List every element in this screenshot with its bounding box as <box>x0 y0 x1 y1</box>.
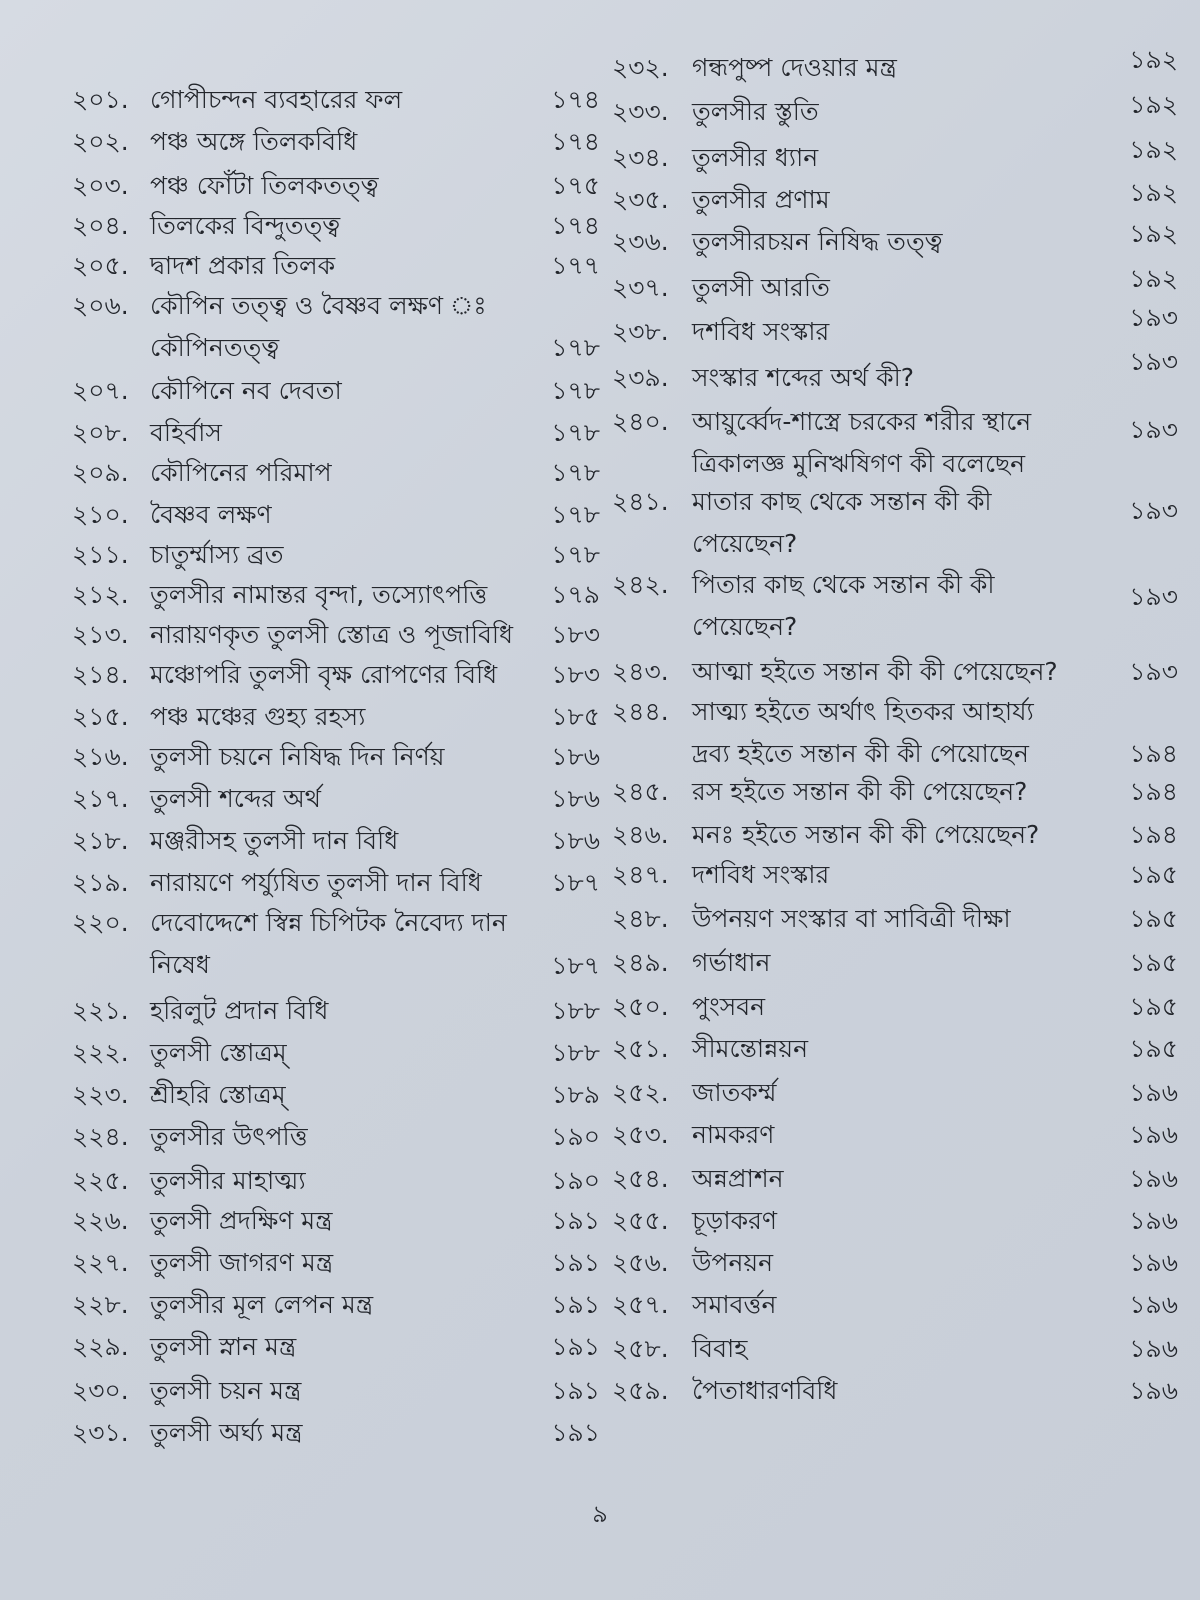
entry-title: সাত্ম্য হইতে অর্থাৎ হিতকর আহার্য্য <box>692 697 1034 726</box>
entry-number: ২৫৪. <box>612 1164 669 1193</box>
entry-title: গর্ভাধান <box>692 948 771 977</box>
entry-number: ২২৩. <box>72 1080 129 1109</box>
toc-entry <box>0 575 610 615</box>
entry-title: দশবিধ সংস্কার <box>692 860 830 889</box>
entry-number: ২৫৯. <box>612 1376 669 1405</box>
toc-entry <box>600 652 1200 692</box>
entry-page-number: ১৮৩ <box>551 660 600 689</box>
entry-number: ২৩৩. <box>612 97 669 126</box>
entry-page-number: ১৯৬ <box>1129 1376 1178 1405</box>
entry-page-number: ১৯৫ <box>1129 904 1178 933</box>
entry-title: বহির্বাস <box>150 418 222 447</box>
entry-title: তুলসী জাগরণ মন্ত্র <box>150 1248 334 1277</box>
entry-title: চূড়াকরণ <box>692 1206 777 1235</box>
toc-entry <box>0 615 610 655</box>
toc-entry <box>600 565 1200 649</box>
entry-title: তুলসী আরতি <box>692 273 830 302</box>
entry-page-number: ১৯২ <box>1129 178 1178 207</box>
entry-title: শ্রীহরি স্তোত্রম্ <box>150 1080 286 1109</box>
entry-page-number: ১৯৩ <box>1129 303 1178 332</box>
entry-number: ২৩৯. <box>612 363 669 392</box>
toc-entry <box>0 1285 610 1325</box>
entry-number: ২৪৩. <box>612 657 669 686</box>
entry-page-number: ১৯২ <box>1129 264 1178 293</box>
entry-number: ২২৯. <box>72 1332 129 1361</box>
toc-entry <box>600 180 1200 220</box>
entry-page-number: ১৯৬ <box>1129 1120 1178 1149</box>
entry-number: ২৪০. <box>612 407 669 436</box>
entry-title: হরিলুট প্রদান বিধি <box>150 996 329 1025</box>
entry-number: ২৩৮. <box>612 317 669 346</box>
toc-entry <box>0 863 610 903</box>
entry-page-number: ১৭৪ <box>551 211 600 240</box>
toc-entry <box>0 535 610 575</box>
entry-number: ২৪৯. <box>612 948 669 977</box>
toc-entry <box>0 413 610 453</box>
toc-entry <box>600 1285 1200 1325</box>
toc-entry <box>600 1243 1200 1283</box>
entry-number: ২০২. <box>72 127 129 156</box>
entry-number: ২১৬. <box>72 742 129 771</box>
entry-page-number: ১৯৩ <box>1129 496 1178 525</box>
toc-entry <box>600 45 1200 88</box>
entry-title: তুলসীরচয়ন নিষিদ্ধ তত্ত্ব <box>692 227 943 256</box>
toc-entry <box>0 80 610 120</box>
entry-page-number: ১৭৯ <box>551 580 600 609</box>
entry-number: ২৩২. <box>612 53 669 82</box>
entry-title-continued: ত্রিকালজ্ঞ মুনিঋষিগণ কী বলেছেন <box>692 449 1026 478</box>
entry-page-number: ১৯৩ <box>1129 415 1178 444</box>
entry-page-number: ১৭৮ <box>551 333 600 362</box>
entry-number: ২৪১. <box>612 487 669 516</box>
toc-entry <box>600 1371 1200 1411</box>
toc-entry <box>0 1327 610 1367</box>
toc-entry <box>600 264 1200 308</box>
toc-entry <box>0 495 610 535</box>
entry-title: তুলসী স্তোত্রম্ <box>150 1038 287 1067</box>
entry-page-number: ১৯৬ <box>1129 1334 1178 1363</box>
entry-number: ২২৬. <box>72 1206 129 1235</box>
entry-page-number: ১৮৮ <box>551 996 600 1025</box>
entry-title-continued: পেয়েছেন? <box>692 612 798 641</box>
entry-number: ২৪৭. <box>612 860 669 889</box>
entry-title: মাতার কাছ থেকে সন্তান কী কী <box>692 487 992 516</box>
entry-title-continued: দ্রব্য হইতে সন্তান কী কী পেয়োছেন <box>692 739 1029 768</box>
entry-number: ২০৯. <box>72 458 129 487</box>
entry-number: ২২৮. <box>72 1290 129 1319</box>
toc-entry <box>600 402 1200 486</box>
entry-number: ২৩৬. <box>612 227 669 256</box>
entry-title: নারায়ণে পর্য্যুষিত তুলসী দান বিধি <box>150 868 482 897</box>
entry-page-number: ১৯৪ <box>1129 777 1178 806</box>
entry-page-number: ১৭৪ <box>551 85 600 114</box>
entry-title: তুলসীর উৎপত্তি <box>150 1122 308 1151</box>
entry-title: অন্নপ্রাশন <box>692 1164 784 1193</box>
entry-page-number: ১৯১ <box>551 1418 600 1447</box>
entry-page-number: ১৯২ <box>1129 135 1178 164</box>
entry-page-number: ১৮৮ <box>551 1038 600 1067</box>
entry-number: ২৪৬. <box>612 820 669 849</box>
entry-number: ২০৮. <box>72 418 129 447</box>
entry-number: ২৫৭. <box>612 1290 669 1319</box>
entry-title: তুলসীর ধ্যান <box>692 143 819 172</box>
entry-title: পঞ্চ মঞ্চের গুহ্য রহস্য <box>150 702 366 731</box>
entry-title: পুংসবন <box>692 992 766 1021</box>
entry-page-number: ১৮৫ <box>551 702 600 731</box>
entry-title: পঞ্চ অঙ্গে তিলকবিধি <box>150 127 358 156</box>
entry-title: দ্বাদশ প্রকার তিলক <box>150 251 336 280</box>
entry-page-number: ১৭৮ <box>551 418 600 447</box>
entry-page-number: ১৯৫ <box>1129 992 1178 1021</box>
entry-title: উপনয়ন <box>692 1248 774 1277</box>
entry-title-continued: নিষেধ <box>150 950 210 979</box>
entry-title: তিলকের বিন্দুতত্ত্ব <box>150 211 341 240</box>
entry-page-number: ১৯৩ <box>1129 347 1178 376</box>
toc-entry <box>0 122 610 162</box>
toc-entry <box>600 692 1200 776</box>
toc-entry <box>0 1201 610 1241</box>
entry-number: ২০৩. <box>72 171 129 200</box>
toc-entry <box>0 453 610 493</box>
entry-page-number: ১৯৫ <box>1129 948 1178 977</box>
toc-entry <box>0 697 610 737</box>
entry-number: ২৫০. <box>612 992 669 1021</box>
toc-entry <box>600 1115 1200 1155</box>
entry-title: পঞ্চ ফোঁটা তিলকতত্ত্ব <box>150 171 379 200</box>
toc-entry <box>0 246 610 286</box>
toc-entry <box>600 219 1200 262</box>
entry-number: ২৪৪. <box>612 697 669 726</box>
toc-entry <box>600 855 1200 895</box>
entry-page-number: ১৯১ <box>551 1206 600 1235</box>
toc-entry <box>600 772 1200 812</box>
entry-title: সমাবর্ত্তন <box>692 1290 777 1319</box>
entry-page-number: ১৯৫ <box>1129 1034 1178 1063</box>
entry-title: মঞ্চোপরি তুলসী বৃক্ষ রোপণের বিধি <box>150 660 498 689</box>
entry-title: আত্মা হইতে সন্তান কী কী পেয়েছেন? <box>692 657 1058 686</box>
entry-number: ২১৯. <box>72 868 129 897</box>
entry-page-number: ১৯৩ <box>1129 657 1178 686</box>
entry-title-continued: পেয়েছেন? <box>692 529 798 558</box>
entry-page-number: ১৮৬ <box>551 784 600 813</box>
toc-entry <box>0 166 610 206</box>
toc-entry <box>600 815 1200 855</box>
toc-entry <box>600 482 1200 566</box>
entry-number: ২৩০. <box>72 1376 129 1405</box>
entry-page-number: ১৭৮ <box>551 376 600 405</box>
entry-number: ২২৭. <box>72 1248 129 1277</box>
entry-page-number: ১৯২ <box>1129 90 1178 119</box>
entry-page-number: ১৮৩ <box>551 620 600 649</box>
entry-page-number: ১৯৪ <box>1129 739 1178 768</box>
entry-title: তুলসীর স্তুতি <box>692 97 819 126</box>
entry-title: মনঃ হইতে সন্তান কী কী পেয়েছেন? <box>692 820 1040 849</box>
entry-title: কৌপিনের পরিমাপ <box>150 458 332 487</box>
entry-page-number: ১৮৬ <box>551 742 600 771</box>
entry-page-number: ১৯০ <box>551 1122 600 1151</box>
entry-page-number: ১৭৮ <box>551 458 600 487</box>
toc-entry <box>0 1161 610 1201</box>
entry-title: কৌপিনে নব দেবতা <box>150 376 342 405</box>
entry-page-number: ১৮৭ <box>551 868 600 897</box>
entry-title: নারায়ণকৃত তুলসী স্তোত্র ও পূজাবিধি <box>150 620 514 649</box>
toc-entry <box>600 987 1200 1027</box>
entry-number: ২৫১. <box>612 1034 669 1063</box>
entry-number: ২০৭. <box>72 376 129 405</box>
entry-page-number: ১৯৬ <box>1129 1206 1178 1235</box>
toc-entry <box>0 1075 610 1115</box>
entry-page-number: ১৮৬ <box>551 826 600 855</box>
entry-number: ২০৫. <box>72 251 129 280</box>
entry-number: ২৫৬. <box>612 1248 669 1277</box>
toc-entry <box>0 1371 610 1411</box>
entry-title: গন্ধপুষ্প দেওয়ার মন্ত্র <box>692 53 897 82</box>
entry-page-number: ১৯৬ <box>1129 1248 1178 1277</box>
entry-title: তুলসী চয়নে নিষিদ্ধ দিন নির্ণয় <box>150 742 445 771</box>
entry-title: বিবাহ <box>692 1334 748 1363</box>
entry-page-number: ১৭৭ <box>551 251 600 280</box>
entry-number: ২১১. <box>72 540 129 569</box>
entry-title: জাতকর্ম্ম <box>692 1078 777 1107</box>
entry-title: কৌপিন তত্ত্ব ও বৈষ্ণব লক্ষণ ঃ <box>150 291 487 320</box>
entry-title: দশবিধ সংস্কার <box>692 317 830 346</box>
entry-number: ২১৭. <box>72 784 129 813</box>
toc-entry <box>0 371 610 411</box>
toc-entry <box>0 655 610 695</box>
toc-entry <box>600 1073 1200 1113</box>
toc-entry <box>0 1117 610 1157</box>
toc-entry <box>0 1413 610 1453</box>
entry-number: ২০১. <box>72 85 129 114</box>
toc-entry <box>600 899 1200 939</box>
entry-title-continued: কৌপিনতত্ত্ব <box>150 333 280 362</box>
toc-entry <box>600 1159 1200 1199</box>
entry-title: পৈতাধারণবিধি <box>692 1376 838 1405</box>
entry-page-number: ১৯২ <box>1129 219 1178 248</box>
toc-entry <box>600 347 1200 398</box>
entry-number: ২১৫. <box>72 702 129 731</box>
entry-page-number: ১৮৯ <box>551 1080 600 1109</box>
entry-number: ২৩৫. <box>612 185 669 214</box>
entry-title: সংস্কার শব্দের অর্থ কী? <box>692 363 915 392</box>
entry-page-number: ১৯১ <box>551 1290 600 1319</box>
entry-title: পিতার কাছ থেকে সন্তান কী কী <box>692 570 995 599</box>
entry-page-number: ১৭৮ <box>551 540 600 569</box>
entry-number: ২২৪. <box>72 1122 129 1151</box>
entry-page-number: ১৯০ <box>551 1166 600 1195</box>
entry-page-number: ১৭৮ <box>551 500 600 529</box>
entry-page-number: ১৭৫ <box>551 171 600 200</box>
entry-title: আয়ুর্ব্বেদ-শাস্ত্রে চরকের শরীর স্থানে <box>692 407 1032 436</box>
page-number: ৯ <box>592 1500 608 1528</box>
entry-title: নামকরণ <box>692 1120 775 1149</box>
toc-entry <box>0 286 610 370</box>
entry-page-number: ১৮৭ <box>551 951 600 980</box>
toc-entry <box>0 991 610 1031</box>
entry-title: তুলসীর মূল লেপন মন্ত্র <box>150 1290 374 1319</box>
entry-title: দেবোদ্দেশে স্বিন্ন চিপিটক নৈবেদ্য দান <box>150 908 507 937</box>
toc-entry <box>0 903 610 987</box>
toc-entry <box>0 779 610 819</box>
entry-page-number: ১৯৬ <box>1129 1164 1178 1193</box>
entry-page-number: ১৯৫ <box>1129 860 1178 889</box>
toc-entry <box>600 943 1200 983</box>
entry-page-number: ১৯১ <box>551 1376 600 1405</box>
entry-number: ২১২. <box>72 580 129 609</box>
entry-number: ২৫২. <box>612 1078 669 1107</box>
entry-title: উপনয়ণ সংস্কার বা সাবিত্রী দীক্ষা <box>692 904 1011 933</box>
entry-page-number: ১৯৩ <box>1129 582 1178 611</box>
entry-page-number: ১৯১ <box>551 1248 600 1277</box>
entry-title: গোপীচন্দন ব্যবহারের ফল <box>150 85 403 114</box>
entry-title: তুলসী অর্ঘ্য মন্ত্র <box>150 1418 303 1447</box>
entry-number: ২০৬. <box>72 291 129 320</box>
entry-number: ২১৩. <box>72 620 129 649</box>
entry-number: ২৪৫. <box>612 777 669 806</box>
entry-number: ২২০. <box>72 908 129 937</box>
entry-title: সীমন্তোন্নয়ন <box>692 1034 808 1063</box>
entry-page-number: ১৯৪ <box>1129 820 1178 849</box>
entry-number: ২২১. <box>72 996 129 1025</box>
toc-entry <box>600 1329 1200 1369</box>
entry-number: ২৩৪. <box>612 143 669 172</box>
entry-title: তুলসী চয়ন মন্ত্র <box>150 1376 302 1405</box>
entry-number: ২৫৫. <box>612 1206 669 1235</box>
entry-title: চাতুর্ম্মাস্য ব্রত <box>150 540 284 569</box>
toc-entry <box>600 303 1200 352</box>
toc-entry <box>0 1243 610 1283</box>
toc-entry <box>0 737 610 777</box>
toc-entry <box>0 821 610 861</box>
entry-number: ২২৫. <box>72 1166 129 1195</box>
entry-number: ২০৪. <box>72 211 129 240</box>
toc-entry <box>600 1029 1200 1069</box>
entry-title: তুলসী শব্দের অর্থ <box>150 784 321 813</box>
toc-entry <box>600 135 1200 178</box>
entry-number: ২১০. <box>72 500 129 529</box>
toc-entry <box>600 1201 1200 1241</box>
entry-title: তুলসী স্নান মন্ত্র <box>150 1332 297 1361</box>
entry-page-number: ১৯১ <box>551 1332 600 1361</box>
entry-title: তুলসীর মাহাত্ম্য <box>150 1166 306 1195</box>
entry-title: তুলসীর প্রণাম <box>692 185 830 214</box>
entry-number: ২৪২. <box>612 570 669 599</box>
entry-number: ২৫৮. <box>612 1334 669 1363</box>
entry-page-number: ১৯২ <box>1129 45 1178 74</box>
entry-number: ২৫৩. <box>612 1120 669 1149</box>
toc-entry <box>600 92 1200 132</box>
entry-title: তুলসী প্রদক্ষিণ মন্ত্র <box>150 1206 333 1235</box>
entry-number: ২৪৮. <box>612 904 669 933</box>
entry-number: ২৩৭. <box>612 273 669 302</box>
entry-page-number: ১৯৬ <box>1129 1290 1178 1319</box>
entry-number: ২১৮. <box>72 826 129 855</box>
toc-entry <box>0 206 610 246</box>
entry-page-number: ১৯৬ <box>1129 1078 1178 1107</box>
entry-number: ২১৪. <box>72 660 129 689</box>
entry-title: রস হইতে সন্তান কী কী পেয়েছেন? <box>692 777 1028 806</box>
entry-title: তুলসীর নামান্তর বৃন্দা, তস্যোৎপত্তি <box>150 580 488 609</box>
entry-number: ২৩১. <box>72 1418 129 1447</box>
entry-title: বৈষ্ণব লক্ষণ <box>150 500 272 529</box>
entry-page-number: ১৭৪ <box>551 127 600 156</box>
toc-entry <box>0 1033 610 1073</box>
entry-number: ২২২. <box>72 1038 129 1067</box>
entry-title: মঞ্জরীসহ তুলসী দান বিধি <box>150 826 399 855</box>
